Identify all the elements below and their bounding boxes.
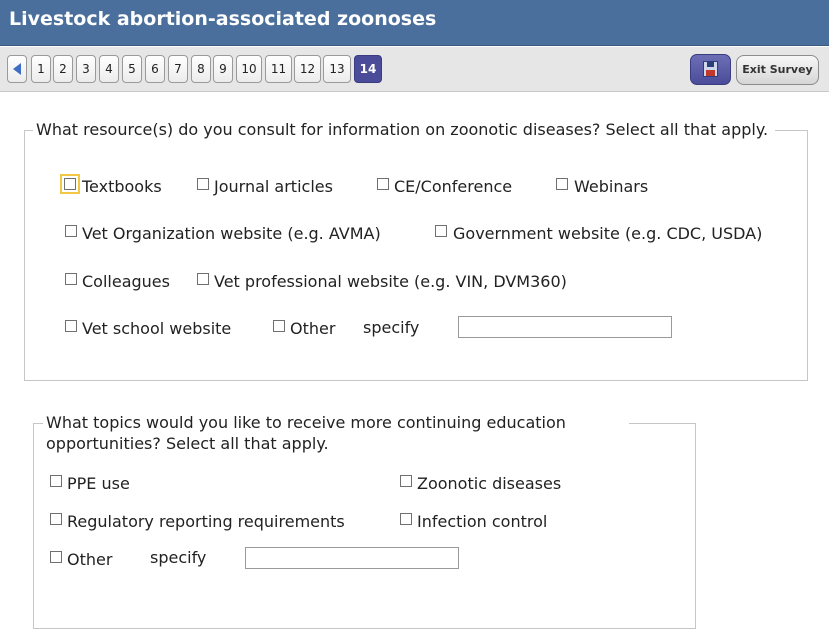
- textbooks-label: Textbooks: [82, 177, 162, 196]
- zoonotic-diseases-label: Zoonotic diseases: [417, 474, 562, 493]
- exit-survey-button[interactable]: Exit Survey: [736, 55, 819, 85]
- page-6-button[interactable]: 6: [145, 55, 165, 83]
- colleagues-label: Colleagues: [82, 272, 170, 291]
- previous-page-button[interactable]: [7, 55, 27, 83]
- page-2-button[interactable]: 2: [53, 55, 73, 83]
- q2-other-label: Other: [67, 550, 113, 569]
- page-3-button[interactable]: 3: [76, 55, 96, 83]
- floppy-disk-icon: [703, 61, 718, 77]
- vet-professional-website-label: Vet professional website (e.g. VIN, DVM360): [214, 272, 567, 291]
- regulatory-reporting-checkbox[interactable]: [50, 513, 62, 525]
- left-arrow-icon: [13, 63, 21, 75]
- question-2-text: What topics would you like to receive more continuing education opportunities? Select all that apply.: [43, 412, 629, 454]
- page-7-button[interactable]: 7: [168, 55, 188, 83]
- vet-organization-website-label: Vet Organization website (e.g. AVMA): [82, 224, 381, 243]
- government-website-label: Government website (e.g. CDC, USDA): [453, 224, 763, 243]
- q2-other-checkbox[interactable]: [50, 551, 62, 563]
- webinars-label: Webinars: [574, 177, 649, 196]
- textbooks-checkbox[interactable]: [64, 178, 76, 190]
- page-8-button[interactable]: 8: [191, 55, 211, 83]
- save-button[interactable]: [690, 54, 731, 85]
- journal-articles-checkbox[interactable]: [197, 178, 209, 190]
- zoonotic-diseases-checkbox[interactable]: [400, 475, 412, 487]
- government-website-checkbox[interactable]: [435, 225, 447, 237]
- page-14-button[interactable]: 14: [354, 55, 382, 83]
- q2-specify-label: specify: [150, 548, 207, 567]
- page-12-button[interactable]: 12: [294, 55, 321, 83]
- q1-other-checkbox[interactable]: [273, 320, 285, 332]
- webinars-checkbox[interactable]: [556, 178, 568, 190]
- page-5-button[interactable]: 5: [122, 55, 142, 83]
- journal-articles-label: Journal articles: [214, 177, 333, 196]
- page-9-button[interactable]: 9: [213, 55, 233, 83]
- regulatory-reporting-label: Regulatory reporting requirements: [67, 512, 345, 531]
- vet-organization-website-checkbox[interactable]: [65, 225, 77, 237]
- infection-control-label: Infection control: [417, 512, 548, 531]
- q2-specify-input[interactable]: [245, 547, 459, 569]
- ppe-use-label: PPE use: [67, 474, 130, 493]
- vet-school-website-label: Vet school website: [82, 319, 232, 338]
- page-1-button[interactable]: 1: [31, 55, 51, 83]
- question-1-group: [24, 130, 808, 381]
- vet-professional-website-checkbox[interactable]: [197, 273, 209, 285]
- vet-school-website-checkbox[interactable]: [65, 320, 77, 332]
- page-4-button[interactable]: 4: [99, 55, 119, 83]
- question-1-text: What resource(s) do you consult for information on zoonotic diseases? Select all that apply.: [33, 119, 775, 140]
- q1-specify-label: specify: [363, 318, 420, 337]
- ppe-use-checkbox[interactable]: [50, 475, 62, 487]
- colleagues-checkbox[interactable]: [65, 273, 77, 285]
- survey-header: [0, 0, 829, 46]
- survey-title: Livestock abortion-associated zoonoses: [9, 8, 437, 30]
- ce-conference-checkbox[interactable]: [377, 178, 389, 190]
- q1-other-label: Other: [290, 319, 336, 338]
- q1-specify-input[interactable]: [458, 316, 672, 338]
- ce-conference-label: CE/Conference: [394, 177, 513, 196]
- page-10-button[interactable]: 10: [236, 55, 262, 83]
- page-13-button[interactable]: 13: [323, 55, 351, 83]
- infection-control-checkbox[interactable]: [400, 513, 412, 525]
- page-11-button[interactable]: 11: [265, 55, 292, 83]
